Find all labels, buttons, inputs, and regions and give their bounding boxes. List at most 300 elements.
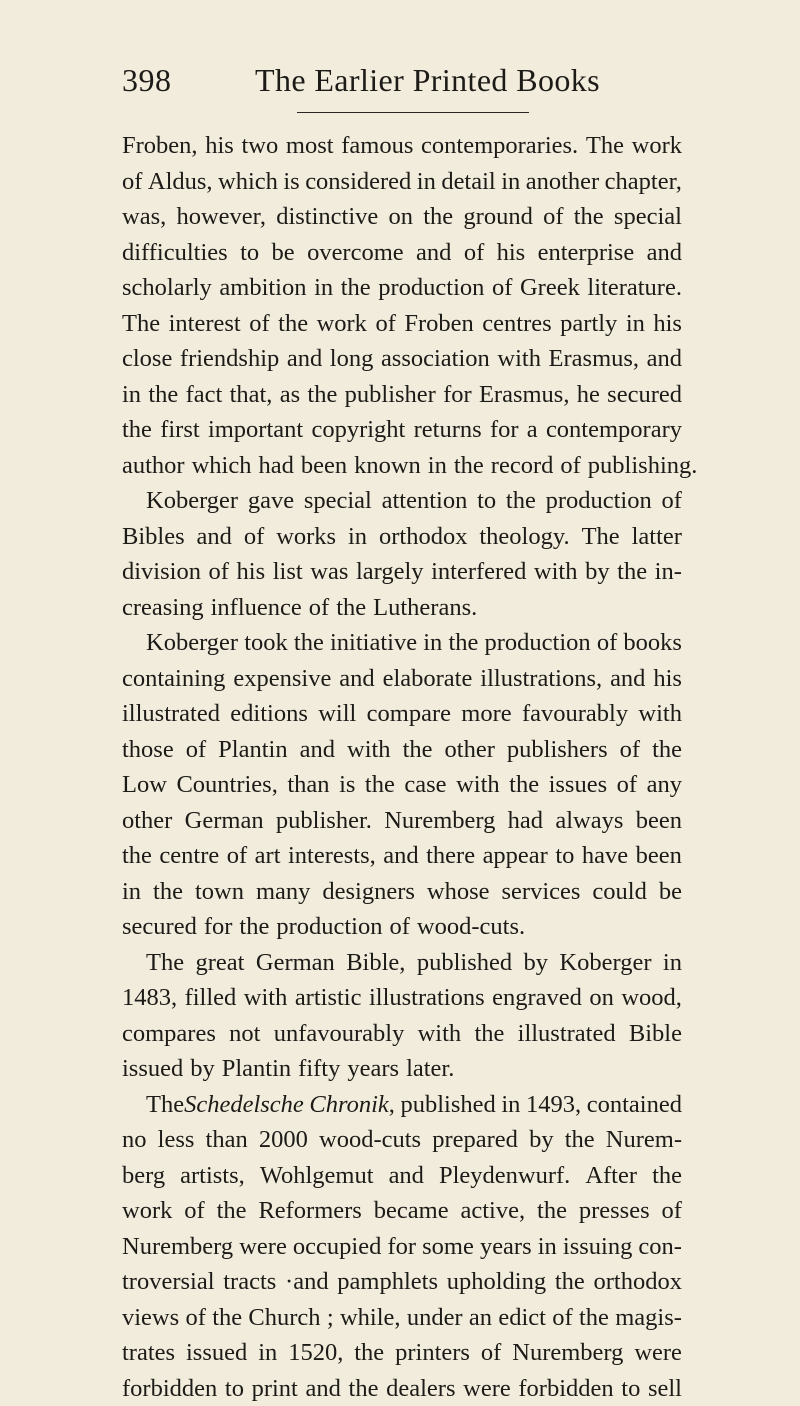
word: of: [492, 270, 512, 306]
word: editions: [230, 696, 308, 732]
word: enterprise: [538, 235, 635, 271]
text-line: [122, 341, 682, 377]
word: German: [185, 803, 264, 839]
word: were: [239, 1229, 287, 1265]
word: illustrations,: [480, 661, 602, 697]
word: in: [663, 945, 682, 981]
word: the: [574, 199, 604, 235]
word: by: [524, 945, 549, 981]
word: Chronik,: [309, 1087, 395, 1123]
word: was: [310, 554, 348, 590]
word: however,: [176, 199, 266, 235]
word: was,: [122, 199, 166, 235]
word: as: [280, 377, 300, 413]
word: known: [354, 448, 421, 484]
word: of: [597, 625, 617, 661]
word: to: [477, 483, 496, 519]
word: of: [209, 554, 229, 590]
word: contemporaries.: [421, 128, 578, 164]
word: copyright: [311, 412, 405, 448]
word: his: [205, 128, 234, 164]
text-line: [122, 767, 682, 803]
word: the: [349, 1371, 379, 1406]
word: production: [276, 909, 382, 945]
word: with: [497, 341, 541, 377]
word: 1520,: [288, 1335, 343, 1371]
word: association: [381, 341, 490, 377]
text-line: [122, 377, 682, 413]
word: of: [390, 909, 410, 945]
text-line: [122, 483, 682, 519]
word: occupied: [293, 1229, 381, 1265]
word: Nuremberg: [122, 1229, 233, 1265]
word: the: [212, 1300, 242, 1336]
word: Reformers: [258, 1193, 361, 1229]
word: German: [256, 945, 335, 981]
word: and: [610, 661, 645, 697]
word: books: [623, 625, 682, 661]
word: his: [653, 306, 682, 342]
word: Bible: [629, 1016, 682, 1052]
word: of: [185, 1300, 205, 1336]
word: of: [227, 838, 247, 874]
word: and: [300, 732, 335, 768]
word: be: [659, 874, 682, 910]
word: the: [294, 625, 324, 661]
word: the: [341, 270, 371, 306]
word: with: [534, 554, 578, 590]
word: 2000: [259, 1122, 308, 1158]
word: partly: [560, 306, 617, 342]
word: magis-: [615, 1300, 682, 1336]
word: under: [407, 1300, 463, 1336]
word: of: [560, 448, 580, 484]
word: no: [122, 1122, 147, 1158]
word: those: [122, 732, 174, 768]
word: in: [501, 1087, 520, 1123]
word: engraved: [492, 980, 582, 1016]
word: and: [389, 1158, 424, 1194]
word: Plantin: [222, 1051, 291, 1087]
text-line: [122, 1335, 682, 1371]
word: the: [474, 1016, 504, 1052]
word: of: [249, 306, 269, 342]
word: his: [653, 661, 682, 697]
word: Bible,: [346, 945, 405, 981]
word: been: [636, 838, 682, 874]
word: pamphlets: [337, 1264, 438, 1300]
word: dealers: [386, 1371, 455, 1406]
word: town: [195, 874, 244, 910]
word: Nuremberg: [384, 803, 495, 839]
word: wood-cuts: [319, 1122, 421, 1158]
word: Koberger: [146, 625, 238, 661]
word: Koberger: [146, 483, 238, 519]
text-line: [122, 980, 682, 1016]
word: had: [508, 803, 543, 839]
word: returns: [414, 412, 482, 448]
word: and: [383, 838, 418, 874]
text-line: [122, 128, 682, 164]
word: the: [617, 554, 647, 590]
word: production: [485, 625, 591, 661]
word: the: [217, 1193, 247, 1229]
word: and: [197, 519, 232, 555]
text-line: [122, 199, 682, 235]
word: his: [237, 554, 266, 590]
word: con-: [638, 1229, 682, 1265]
word: on: [589, 980, 614, 1016]
word: appear: [483, 838, 548, 874]
page-header: [122, 58, 682, 102]
word: issuing: [563, 1229, 632, 1265]
word: in: [501, 164, 520, 200]
word: production: [378, 270, 484, 306]
word: there: [426, 838, 475, 874]
word: forbidden: [518, 1371, 613, 1406]
word: whose: [427, 874, 490, 910]
page-number: 398: [122, 58, 172, 102]
word: published: [417, 945, 512, 981]
word: print: [252, 1371, 298, 1406]
text-line: [122, 1229, 682, 1265]
word: compare: [367, 696, 451, 732]
word: of: [620, 732, 640, 768]
word: illustrated: [122, 696, 220, 732]
word: for: [204, 909, 233, 945]
word: presses: [579, 1193, 650, 1229]
word: works: [276, 519, 336, 555]
word: Koberger: [559, 945, 651, 981]
word: to: [555, 838, 574, 874]
word: secured: [607, 377, 682, 413]
word: two: [241, 128, 278, 164]
text-line: [122, 696, 682, 732]
word: been: [301, 448, 347, 484]
word: expensive: [233, 661, 331, 697]
word: 1483,: [122, 980, 177, 1016]
word: and: [287, 341, 322, 377]
word: and: [339, 661, 374, 697]
word: wood-cuts.: [417, 909, 525, 945]
word: than: [287, 767, 329, 803]
word: to: [240, 235, 259, 271]
word: been: [636, 803, 682, 839]
word: Erasmus,: [479, 377, 570, 413]
word: to: [621, 1371, 640, 1406]
word: some: [422, 1229, 474, 1265]
word: attention: [382, 483, 468, 519]
text-line: [122, 838, 682, 874]
word: troversial: [122, 1264, 215, 1300]
word: the: [509, 767, 539, 803]
word: in: [348, 519, 367, 555]
word: in: [538, 1229, 557, 1265]
word: in: [417, 164, 436, 200]
word: the: [506, 483, 536, 519]
word: special: [304, 483, 372, 519]
word: for: [443, 377, 472, 413]
word: scholarly: [122, 270, 212, 306]
word: the: [122, 838, 152, 874]
word: the: [579, 1300, 609, 1336]
word: work: [632, 128, 682, 164]
word: with: [244, 980, 288, 1016]
word: list: [273, 554, 303, 590]
word: production: [546, 483, 652, 519]
word: artists,: [180, 1158, 245, 1194]
word: an: [469, 1300, 492, 1336]
word: the: [122, 412, 152, 448]
word: long: [330, 341, 374, 377]
word: years: [480, 1229, 532, 1265]
word: The: [586, 128, 624, 164]
word: he: [577, 377, 600, 413]
word: the: [239, 909, 269, 945]
text-line: [122, 235, 682, 271]
word: not: [229, 1016, 260, 1052]
text-line: [122, 803, 682, 839]
word: difficulties: [122, 235, 228, 271]
word: and: [416, 235, 451, 271]
word: of: [617, 767, 637, 803]
word: than: [206, 1122, 248, 1158]
word: the: [454, 448, 484, 484]
word: theology.: [479, 519, 569, 555]
word: 1493,: [526, 1087, 581, 1123]
word: other: [122, 803, 172, 839]
word: friendship: [180, 341, 279, 377]
word: edict: [498, 1300, 546, 1336]
word: interests,: [288, 838, 376, 874]
word: illustrations: [369, 980, 485, 1016]
word: centres: [482, 306, 551, 342]
word: influence: [211, 590, 302, 626]
word: by: [585, 554, 610, 590]
body-text: [122, 128, 682, 1406]
word: secured: [122, 909, 197, 945]
word: in: [122, 874, 141, 910]
word: with: [638, 696, 682, 732]
word: famous: [341, 128, 413, 164]
word: took: [244, 625, 288, 661]
word: literature.: [587, 270, 682, 306]
word: the: [537, 1193, 567, 1229]
word: the: [336, 590, 366, 626]
word: author: [122, 448, 185, 484]
word: of: [186, 732, 206, 768]
word: of: [662, 483, 682, 519]
word: publisher.: [276, 803, 372, 839]
word: could: [592, 874, 646, 910]
word: in: [258, 1335, 277, 1371]
word: services: [502, 874, 581, 910]
word: the: [365, 767, 395, 803]
text-line: [122, 1264, 682, 1300]
word: the: [565, 1122, 595, 1158]
word: Low: [122, 767, 167, 803]
text-line: [122, 1300, 682, 1336]
text-line: [122, 412, 682, 448]
word: artistic: [295, 980, 362, 1016]
word: years: [347, 1051, 399, 1087]
word: published: [401, 1087, 496, 1123]
word: the: [278, 306, 308, 342]
word: sell: [648, 1371, 682, 1406]
word: with: [456, 767, 500, 803]
text-line: [122, 448, 682, 484]
word: of: [244, 519, 264, 555]
word: in: [626, 306, 645, 342]
word: ambition: [219, 270, 306, 306]
header-rule: [297, 112, 529, 113]
text-line: [122, 164, 682, 200]
word: Nurem-: [606, 1122, 682, 1158]
word: latter: [632, 519, 682, 555]
word: in: [314, 270, 333, 306]
word: fifty: [298, 1051, 340, 1087]
word: close: [122, 341, 172, 377]
word: always: [555, 803, 623, 839]
text-line: [122, 732, 682, 768]
word: which: [192, 448, 252, 484]
word: were: [463, 1371, 511, 1406]
word: will: [318, 696, 356, 732]
word: case: [404, 767, 446, 803]
word: while,: [340, 1300, 401, 1336]
word: gave: [248, 483, 294, 519]
word: have: [582, 838, 628, 874]
word: the: [555, 1264, 585, 1300]
word: active,: [460, 1193, 525, 1229]
text-line: [122, 519, 682, 555]
word: the: [354, 1335, 384, 1371]
word: in: [428, 448, 447, 484]
word: containing: [122, 661, 225, 697]
word: on: [389, 199, 414, 235]
word: The: [146, 945, 184, 981]
word: another: [526, 164, 599, 200]
word: filled: [185, 980, 237, 1016]
word: distinctive: [276, 199, 378, 235]
word: orthodox: [379, 519, 467, 555]
word: record: [491, 448, 554, 484]
word: of: [184, 1193, 204, 1229]
word: the: [652, 732, 682, 768]
word: trates: [122, 1335, 175, 1371]
word: orthodox: [593, 1264, 681, 1300]
word: and: [647, 341, 682, 377]
word: of: [375, 306, 395, 342]
text-line: [122, 909, 682, 945]
word: considered: [305, 164, 411, 200]
text-line: [122, 661, 682, 697]
word: art: [255, 838, 281, 874]
word: Countries,: [176, 767, 277, 803]
word: Greek: [520, 270, 580, 306]
word: to: [225, 1371, 244, 1406]
word: contemporary: [546, 412, 682, 448]
word: of: [122, 164, 142, 200]
word: the: [148, 377, 178, 413]
word: with: [418, 1016, 462, 1052]
word: chapter,: [605, 164, 682, 200]
text-line: [122, 554, 682, 590]
word: elaborate: [383, 661, 473, 697]
word: less: [158, 1122, 195, 1158]
word: interest: [169, 306, 241, 342]
word: Bibles: [122, 519, 185, 555]
text-line: [122, 590, 682, 626]
word: centre: [159, 838, 219, 874]
word: Froben,: [122, 128, 198, 164]
word: most: [286, 128, 334, 164]
word: of: [543, 199, 563, 235]
word: Wohlgemut: [260, 1158, 374, 1194]
word: publishing.: [588, 448, 698, 484]
word: work: [122, 1193, 172, 1229]
word: Erasmus,: [549, 341, 640, 377]
text-line: [122, 306, 682, 342]
word: wood,: [621, 980, 682, 1016]
word: in: [423, 625, 442, 661]
text-line: [122, 874, 682, 910]
text-line: [122, 1193, 682, 1229]
word: and: [647, 235, 682, 271]
word: Lutherans.: [373, 590, 477, 626]
word: a: [527, 412, 538, 448]
word: had: [258, 448, 293, 484]
word: issues: [549, 767, 608, 803]
word: Plantin: [218, 732, 287, 768]
word: any: [647, 767, 682, 803]
word: After: [585, 1158, 637, 1194]
word: designers: [322, 874, 415, 910]
word: for: [387, 1229, 416, 1265]
word: by: [529, 1122, 554, 1158]
word: which: [218, 164, 278, 200]
word: in-: [655, 554, 682, 590]
text-line: [122, 625, 682, 661]
word: work: [317, 306, 367, 342]
word: the: [448, 625, 478, 661]
word: favourably: [522, 696, 628, 732]
word: ·and: [285, 1264, 329, 1300]
word: is: [339, 767, 355, 803]
word: detail: [441, 164, 495, 200]
word: the: [307, 377, 337, 413]
word: Aldus,: [148, 164, 213, 200]
word: the: [403, 732, 433, 768]
word: of: [481, 1335, 501, 1371]
word: views: [122, 1300, 179, 1336]
word: other: [445, 732, 495, 768]
word: first: [160, 412, 199, 448]
text-line: [122, 1371, 682, 1406]
word: Pleydenwurf.: [439, 1158, 570, 1194]
word: special: [614, 199, 682, 235]
word: publishers: [507, 732, 608, 768]
word: upholding: [447, 1264, 546, 1300]
word: ;: [327, 1300, 334, 1336]
word: division: [122, 554, 201, 590]
text-line: [122, 1122, 682, 1158]
word: Nuremberg: [512, 1335, 623, 1371]
word: interfered: [431, 554, 526, 590]
word: prepared: [432, 1122, 518, 1158]
word: by: [190, 1051, 215, 1087]
word: the: [423, 199, 453, 235]
